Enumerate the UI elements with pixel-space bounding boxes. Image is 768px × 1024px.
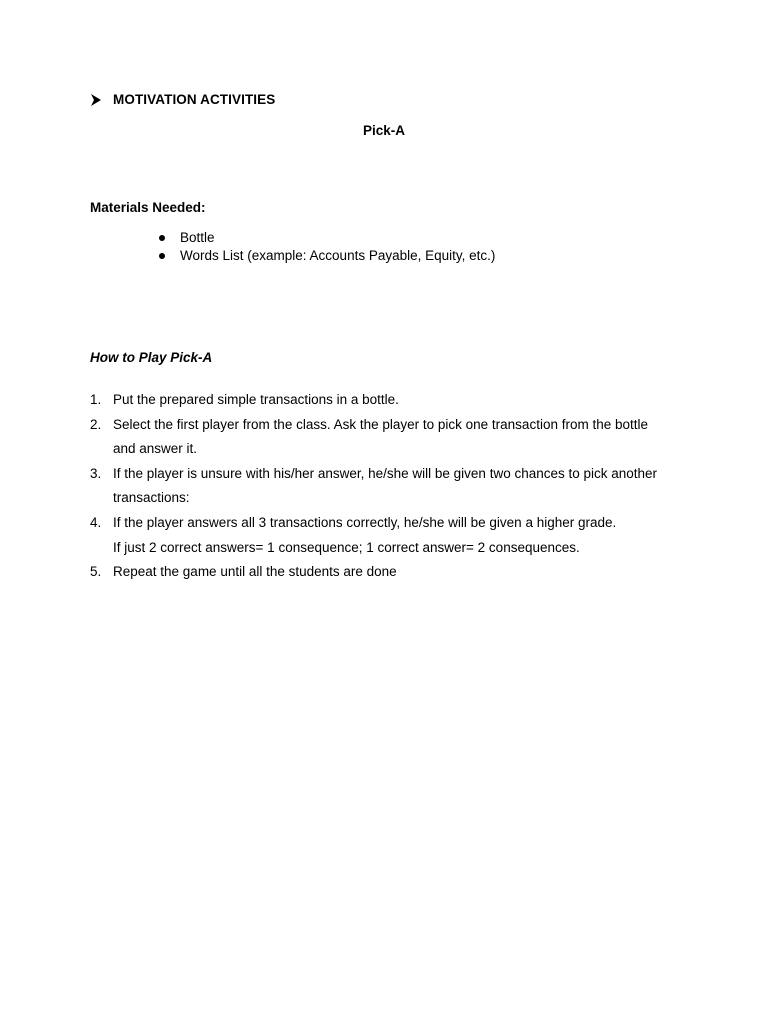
list-item bbox=[154, 247, 495, 265]
step-item bbox=[90, 560, 690, 585]
section-heading: MOTIVATION ACTIVITIES bbox=[113, 92, 276, 107]
step-line: and answer it. bbox=[113, 441, 198, 457]
arrowhead-bullet-icon bbox=[90, 93, 102, 107]
steps-list bbox=[90, 388, 690, 585]
bullet-dot-icon bbox=[159, 253, 165, 259]
bullet-dot-icon bbox=[159, 235, 165, 241]
step-text bbox=[113, 413, 690, 462]
section-heading-row bbox=[90, 92, 275, 107]
step-line: Repeat the game until all the students are done bbox=[113, 564, 397, 580]
list-item bbox=[154, 229, 495, 247]
step-line: If the player is unsure with his/her answer, he/she will be given two chances to pick another bbox=[113, 465, 658, 481]
step-number: 5. bbox=[90, 564, 102, 580]
materials-list bbox=[154, 229, 495, 265]
list-item-text: Words List (example: Accounts Payable, Equity, etc.) bbox=[180, 248, 496, 263]
step-item bbox=[90, 388, 690, 413]
step-item bbox=[90, 462, 690, 511]
step-text bbox=[113, 560, 690, 585]
step-line: Select the first player from the class. Ask the player to pick one transaction from the bottle bbox=[113, 416, 649, 432]
step-text bbox=[113, 511, 690, 560]
step-text bbox=[113, 462, 690, 511]
activity-title: Pick-A bbox=[362, 123, 406, 138]
step-item bbox=[90, 511, 690, 560]
step-line: If the player answers all 3 transactions correctly, he/she will be given a higher grade. bbox=[113, 514, 617, 530]
step-text bbox=[113, 388, 690, 413]
step-number: 3. bbox=[90, 465, 102, 481]
step-line: Put the prepared simple transactions in a bottle. bbox=[113, 392, 399, 407]
step-line: transactions: bbox=[113, 490, 190, 506]
step-number: 2. bbox=[90, 416, 102, 432]
how-to-play-heading: How to Play Pick-A bbox=[90, 350, 213, 365]
step-item bbox=[90, 413, 690, 462]
step-line: If just 2 correct answers= 1 consequence; 1 correct answer= 2 consequences. bbox=[113, 539, 580, 555]
materials-heading: Materials Needed: bbox=[90, 200, 206, 215]
step-number: 1. bbox=[90, 392, 102, 407]
step-number: 4. bbox=[90, 514, 102, 530]
list-item-text: Bottle bbox=[180, 230, 215, 245]
